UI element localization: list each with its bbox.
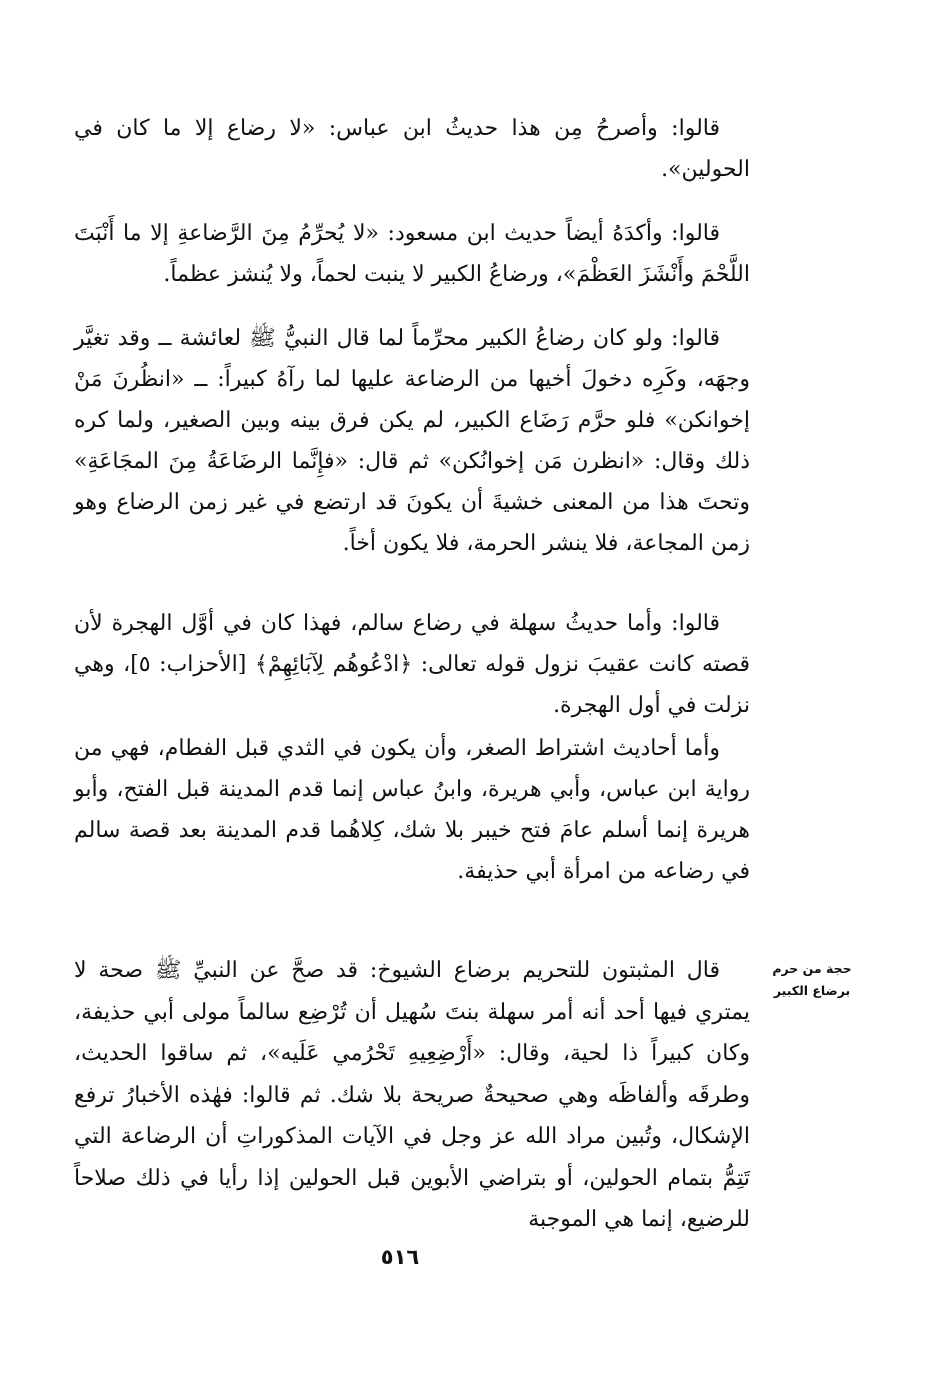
- paragraph-5: [74, 728, 750, 892]
- paragraph-text: وأما أحاديث اشتراط الصغر، وأن يكون في الثدي قبل الفطام، فهي من رواية ابن عباس، وأبي هريرة، وابنُ عباس إنما قدم المدينة قبل الفتح، وأبو هريرة إنما أسلم عامَ فتح خيبر بلا شك، كِلاهُما قدم المدينة بعد قصة سالم في رضاعه من امرأة أبي حذيفة.: [74, 736, 750, 884]
- paragraph-text: قالوا: وأكدَهُ أيضاً حديث ابن مسعود: «لا يُحرِّمُ مِنَ الرَّضاعةِ إلا ما أَنْبَتَ اللَّحْمَ وأَنْشَزَ العَظْمَ»، ورضاعُ الكبير لا ينبت لحماً، ولا يُنشز عظماً.: [74, 221, 750, 287]
- paragraph-2: [74, 213, 750, 295]
- paragraph-6: [74, 950, 750, 1241]
- paragraph-4: [74, 603, 750, 726]
- paragraph-text: قال المثبتون للتحريم برضاع الشيوخ: قد صحَّ عن النبيِّ ﷺ صحة لا يمتري فيها أحد أنه أمر سهلة بنتَ سُهيل أن تُرْضِع سالماً مولى أبي حذيفة، وكان كبيراً ذا لحية، وقال: «أَرْضِعِيهِ تَحْرُمي عَلَيه»، ثم ساقوا الحديث، وطرقَه وألفاظَه وهي صحيحةٌ صريحة بلا شك. ثم قالوا: فهٰذه الأخبارُ ترفع الإشكال، وتُبين مراد الله عز وجل في الآيات المذكوراتِ أن الرضاعة التي تَتِمُّ بتمام الحولين، أو بتراضي الأبوين قبل الحولين إذا رأيا في ذلك صلاحاً للرضيع، إنما هي الموجبة: [74, 958, 750, 1232]
- paragraph-text: قالوا: ولو كان رضاعُ الكبير محرِّماً لما قال النبيُّ ﷺ لعائشة ــ وقد تغيَّر وجهَه، وكَرِه دخولَ أخيها من الرضاعة عليها لما رآهُ كبيراً: ــ «انظُرنَ مَنْ إخوانكن» فلو حرَّم رَضَاع الكبير، لم يكن فرق بينه وبين الصغير، ولما كره ذلك وقال: «انظرن مَن إخوانُكن» ثم قال: «فإِنَّما الرضَاعَةُ مِنَ المجَاعَةِ» وتحتَ هذا من المعنى خشيةَ أن يكونَ قد ارتضع في غير زمن الرضاع وهو زمن المجاعة، فلا ينشر الحرمة، فلا يكون أخاً.: [74, 326, 750, 556]
- page-number: ٥١٦: [380, 1245, 420, 1269]
- paragraph-text: قالوا: وأصرحُ مِن هذا حديثُ ابن عباس: «لا رضاع إلا ما كان في الحولين».: [74, 116, 750, 182]
- paragraph-3: [74, 318, 750, 564]
- paragraph-1: [74, 108, 750, 190]
- margin-note: حجة من حرم برضاع الكبير: [772, 961, 852, 998]
- paragraph-text: قالوا: وأما حديثُ سهلة في رضاع سالم، فهذا كان في أوَّل الهجرة لأن قصته كانت عقيبَ نزول قوله تعالى: ﴿ادْعُوهُم لِآبَائِهِمْ﴾ [الأحزاب: ٥]، وهي نزلت في أول الهجرة.: [74, 611, 750, 718]
